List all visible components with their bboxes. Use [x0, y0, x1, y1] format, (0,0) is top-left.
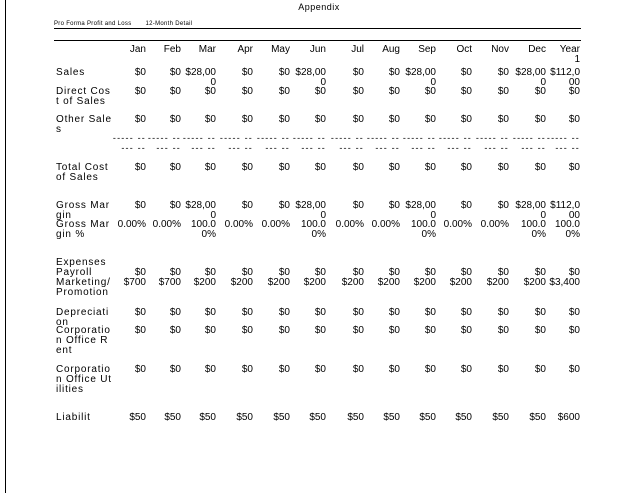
cell-total-cost: $0 [278, 162, 290, 173]
cell-gross-margin: $0 [460, 200, 472, 211]
cell-payroll: $0 [568, 267, 580, 278]
cell-other-sales: $0 [278, 114, 290, 125]
cell-liability: $50 [455, 412, 472, 423]
separator-dashes: ----- ----- -- [366, 133, 400, 153]
cell-total-cost: $0 [169, 162, 181, 173]
row-label-office-utilities: Corporation Office Utilities [56, 364, 112, 395]
month-header: Apr [237, 44, 253, 55]
cell-liability: $50 [236, 412, 253, 423]
cell-payroll: $0 [497, 267, 509, 278]
cell-office-utilities: $0 [314, 364, 326, 375]
cell-total-cost: $0 [314, 162, 326, 173]
cell-depreciation: $0 [314, 307, 326, 318]
cell-depreciation: $0 [497, 307, 509, 318]
cell-payroll: $0 [424, 267, 436, 278]
cell-direct-cost: $0 [314, 86, 326, 97]
cell-marketing: $200 [230, 277, 253, 288]
cell-total-cost: $0 [241, 162, 253, 173]
cell-sales: $0 [388, 67, 400, 78]
separator-dashes: ----- ----- -- [292, 133, 326, 153]
cell-payroll: $0 [241, 267, 253, 278]
cell-office-utilities: $0 [424, 364, 436, 375]
cell-gross-margin: $0 [352, 200, 364, 211]
row-label-other-sales: Other Sales [56, 114, 112, 135]
cell-payroll: $0 [204, 267, 216, 278]
cell-payroll: $0 [134, 267, 146, 278]
row-label-payroll: Payroll [56, 267, 93, 278]
cell-office-rent: $0 [497, 325, 509, 336]
cell-direct-cost: $0 [278, 86, 290, 97]
cell-depreciation: $0 [241, 307, 253, 318]
row-label-sales: Sales [56, 67, 86, 78]
cell-office-utilities: $0 [169, 364, 181, 375]
cell-office-rent: $0 [169, 325, 181, 336]
cell-other-sales: $0 [388, 114, 400, 125]
cell-direct-cost: $0 [388, 86, 400, 97]
cell-depreciation: $0 [278, 307, 290, 318]
cell-other-sales: $0 [134, 114, 146, 125]
cell-liability: $50 [419, 412, 436, 423]
cell-direct-cost: $0 [568, 86, 580, 97]
row-label-marketing: Marketing/Promotion [56, 277, 111, 298]
cell-gross-margin-pct: 0.00% [443, 219, 472, 230]
cell-total-cost: $0 [134, 162, 146, 173]
cell-office-rent: $0 [204, 325, 216, 336]
cell-gross-margin: $28,000 [295, 200, 326, 221]
cell-direct-cost: $0 [352, 86, 364, 97]
separator-dashes: ----- ----- -- [219, 133, 253, 153]
cell-direct-cost: $0 [134, 86, 146, 97]
row-label-expenses: Expenses [56, 257, 107, 268]
month-header: Jun [309, 44, 326, 55]
cell-gross-margin-pct: 0.00% [335, 219, 364, 230]
separator-dashes: ----- ----- -- [438, 133, 472, 153]
cell-office-rent: $0 [460, 325, 472, 336]
cell-gross-margin: $0 [241, 200, 253, 211]
detail-label: 12-Month Detail [145, 21, 193, 27]
cell-total-cost: $0 [460, 162, 472, 173]
month-header: Feb [163, 44, 181, 55]
header-rule-top [54, 28, 581, 29]
cell-liability: $50 [164, 412, 181, 423]
cell-other-sales: $0 [169, 114, 181, 125]
row-label-depreciation: Depreciation [56, 307, 110, 328]
month-header: Mar [198, 44, 216, 55]
cell-other-sales: $0 [314, 114, 326, 125]
cell-liability: $50 [492, 412, 509, 423]
cell-total-cost: $0 [497, 162, 509, 173]
cell-other-sales: $0 [204, 114, 216, 125]
row-label-gross-margin-pct: Gross Margin % [56, 219, 110, 240]
cell-marketing: $200 [267, 277, 290, 288]
cell-sales: $0 [241, 67, 253, 78]
cell-office-utilities: $0 [204, 364, 216, 375]
cell-office-rent: $0 [241, 325, 253, 336]
cell-marketing: $200 [341, 277, 364, 288]
cell-gross-margin-pct: 100.00% [520, 219, 546, 240]
cell-direct-cost: $0 [241, 86, 253, 97]
cell-other-sales: $0 [460, 114, 472, 125]
cell-gross-margin: $0 [278, 200, 290, 211]
cell-payroll: $0 [388, 267, 400, 278]
separator-dashes: ----- ----- -- [112, 133, 146, 153]
month-header: Aug [382, 44, 400, 55]
cell-gross-margin-pct: 0.00% [117, 219, 146, 230]
cell-office-utilities: $0 [388, 364, 400, 375]
cell-other-sales: $0 [534, 114, 546, 125]
page-title: Appendix [298, 2, 340, 12]
cell-marketing: $700 [123, 277, 146, 288]
cell-office-utilities: $0 [241, 364, 253, 375]
cell-other-sales: $0 [241, 114, 253, 125]
month-header: Nov [491, 44, 509, 55]
header-rule-bottom [54, 40, 581, 41]
cell-depreciation: $0 [352, 307, 364, 318]
cell-sales: $28,000 [185, 67, 216, 88]
cell-direct-cost: $0 [534, 86, 546, 97]
cell-gross-margin-pct: 0.00% [224, 219, 253, 230]
cell-office-rent: $0 [388, 325, 400, 336]
month-header: May [271, 44, 290, 55]
cell-other-sales: $0 [352, 114, 364, 125]
cell-office-utilities: $0 [568, 364, 580, 375]
cell-gross-margin-pct: 100.00% [554, 219, 580, 240]
separator-dashes: ----- ----- -- [475, 133, 509, 153]
cell-marketing: $200 [449, 277, 472, 288]
month-header: Oct [456, 44, 472, 55]
cell-gross-margin: $0 [134, 200, 146, 211]
cell-total-cost: $0 [568, 162, 580, 173]
cell-total-cost: $0 [204, 162, 216, 173]
cell-office-utilities: $0 [278, 364, 290, 375]
cell-marketing: $200 [193, 277, 216, 288]
cell-depreciation: $0 [134, 307, 146, 318]
month-header: Sep [418, 44, 436, 55]
cell-sales: $28,000 [295, 67, 326, 88]
separator-dashes: ----- ----- -- [512, 133, 546, 153]
cell-depreciation: $0 [204, 307, 216, 318]
cell-marketing: $200 [377, 277, 400, 288]
cell-office-rent: $0 [534, 325, 546, 336]
cell-marketing: $3,400 [549, 277, 580, 288]
cell-gross-margin: $28,000 [515, 200, 546, 221]
row-label-total-cost: Total Cost of Sales [56, 162, 109, 183]
cell-depreciation: $0 [424, 307, 436, 318]
cell-office-rent: $0 [134, 325, 146, 336]
cell-depreciation: $0 [460, 307, 472, 318]
month-header: Jul [351, 44, 364, 55]
cell-sales: $0 [134, 67, 146, 78]
month-header: Dec [528, 44, 546, 55]
cell-direct-cost: $0 [497, 86, 509, 97]
cell-office-rent: $0 [568, 325, 580, 336]
cell-payroll: $0 [169, 267, 181, 278]
cell-payroll: $0 [314, 267, 326, 278]
cell-sales: $28,000 [405, 67, 436, 88]
cell-depreciation: $0 [388, 307, 400, 318]
separator-dashes: ----- ----- -- [256, 133, 290, 153]
cell-liability: $50 [129, 412, 146, 423]
cell-depreciation: $0 [169, 307, 181, 318]
cell-payroll: $0 [534, 267, 546, 278]
cell-gross-margin: $28,000 [185, 200, 216, 221]
report-subheader [54, 21, 204, 27]
month-header: Jan [129, 44, 146, 55]
cell-gross-margin-pct: 100.00% [410, 219, 436, 240]
cell-gross-margin: $28,000 [405, 200, 436, 221]
cell-sales: $0 [352, 67, 364, 78]
cell-office-rent: $0 [352, 325, 364, 336]
separator-dashes: ----- ----- -- [147, 133, 181, 153]
cell-sales: $0 [169, 67, 181, 78]
cell-office-utilities: $0 [134, 364, 146, 375]
cell-sales: $0 [460, 67, 472, 78]
cell-office-rent: $0 [278, 325, 290, 336]
cell-total-cost: $0 [424, 162, 436, 173]
cell-gross-margin-pct: 0.00% [152, 219, 181, 230]
row-label-office-rent: Corporation Office Rent [56, 325, 111, 356]
cell-liability: $50 [273, 412, 290, 423]
report-name: Pro Forma Profit and Loss [54, 21, 132, 27]
separator-dashes: ----- ----- -- [546, 133, 580, 153]
cell-gross-margin: $0 [169, 200, 181, 211]
separator-dashes: ----- ----- -- [330, 133, 364, 153]
cell-gross-margin: $112,000 [550, 200, 580, 221]
cell-liability: $50 [383, 412, 400, 423]
cell-office-utilities: $0 [352, 364, 364, 375]
month-header: Year 1 [559, 44, 580, 65]
cell-total-cost: $0 [352, 162, 364, 173]
cell-gross-margin-pct: 0.00% [371, 219, 400, 230]
cell-payroll: $0 [278, 267, 290, 278]
cell-direct-cost: $0 [204, 86, 216, 97]
cell-liability: $50 [347, 412, 364, 423]
cell-liability: $50 [199, 412, 216, 423]
cell-total-cost: $0 [388, 162, 400, 173]
page-edge-line [5, 0, 6, 493]
cell-liability: $50 [529, 412, 546, 423]
cell-total-cost: $0 [534, 162, 546, 173]
cell-direct-cost: $0 [169, 86, 181, 97]
cell-sales: $28,000 [515, 67, 546, 88]
cell-payroll: $0 [460, 267, 472, 278]
cell-marketing: $200 [486, 277, 509, 288]
cell-office-rent: $0 [424, 325, 436, 336]
cell-payroll: $0 [352, 267, 364, 278]
cell-gross-margin: $0 [497, 200, 509, 211]
cell-gross-margin-pct: 0.00% [261, 219, 290, 230]
cell-liability: $50 [309, 412, 326, 423]
cell-office-utilities: $0 [534, 364, 546, 375]
cell-gross-margin-pct: 100.00% [190, 219, 216, 240]
cell-gross-margin: $0 [388, 200, 400, 211]
cell-other-sales: $0 [568, 114, 580, 125]
cell-sales: $112,000 [550, 67, 580, 88]
cell-office-utilities: $0 [497, 364, 509, 375]
separator-dashes: ----- ----- -- [402, 133, 436, 153]
row-label-direct-cost: Direct Cost of Sales [56, 86, 111, 107]
cell-sales: $0 [497, 67, 509, 78]
cell-other-sales: $0 [497, 114, 509, 125]
row-label-liability: Liabilit [56, 412, 91, 423]
cell-depreciation: $0 [534, 307, 546, 318]
cell-marketing: $200 [413, 277, 436, 288]
cell-marketing: $200 [303, 277, 326, 288]
cell-gross-margin-pct: 0.00% [480, 219, 509, 230]
cell-marketing: $200 [523, 277, 546, 288]
cell-gross-margin-pct: 100.00% [300, 219, 326, 240]
separator-dashes: ----- ----- -- [182, 133, 216, 153]
cell-marketing: $700 [158, 277, 181, 288]
cell-sales: $0 [278, 67, 290, 78]
cell-office-utilities: $0 [460, 364, 472, 375]
cell-direct-cost: $0 [460, 86, 472, 97]
cell-other-sales: $0 [424, 114, 436, 125]
cell-direct-cost: $0 [424, 86, 436, 97]
cell-liability: $600 [557, 412, 580, 423]
cell-office-rent: $0 [314, 325, 326, 336]
cell-depreciation: $0 [568, 307, 580, 318]
row-label-gross-margin: Gross Margin [56, 200, 110, 221]
